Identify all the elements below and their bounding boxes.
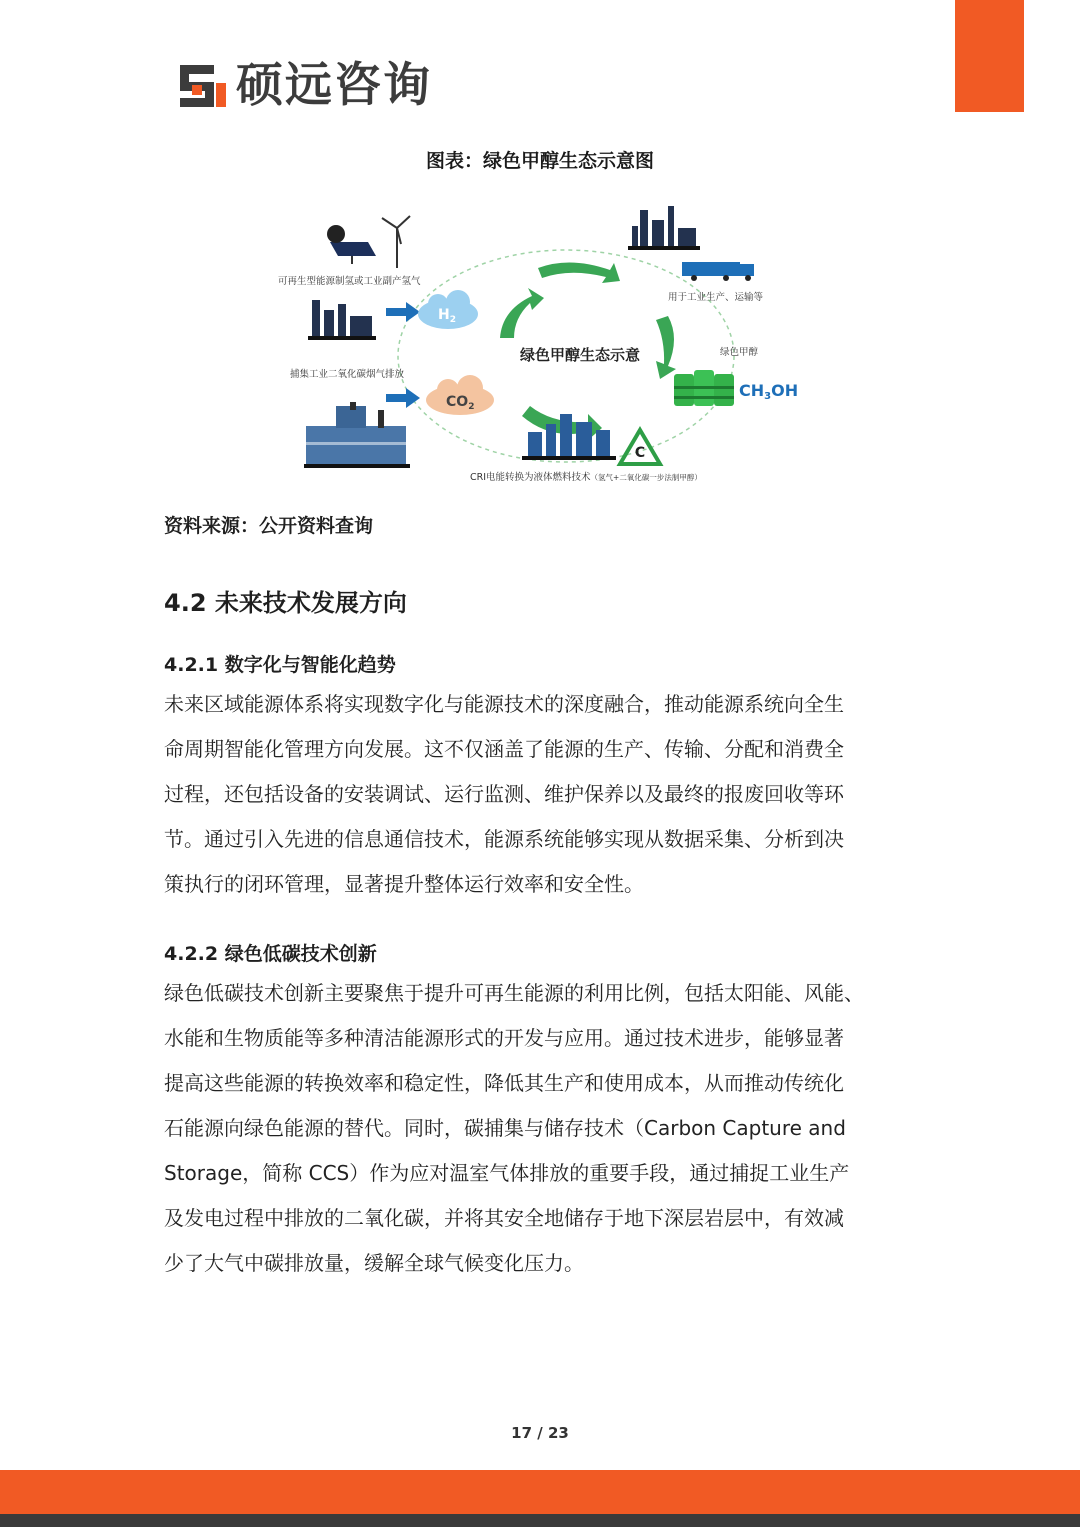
- paragraph-line: 未来区域能源体系将实现数字化与能源技术的深度融合，推动能源系统向全生: [164, 692, 844, 716]
- diagram-center-label: 绿色甲醇生态示意: [519, 346, 641, 364]
- cri-label: CRI电能转换为液体燃料技术（氢气+二氧化碳一步法制甲醇）: [470, 472, 702, 483]
- methanol-barrels-icon: [674, 370, 734, 406]
- co2-cloud-icon: [426, 375, 494, 415]
- green-methanol-diagram: [270, 198, 815, 493]
- paragraph-line: 命周期智能化管理方向发展。这不仅涵盖了能源的生产、传输、分配和消费全: [164, 737, 844, 761]
- hydrogen-plant-icon: [308, 300, 376, 340]
- arrow-right-icon: [386, 388, 420, 408]
- paragraph-line: 策执行的闭环管理，显著提升整体运行效率和安全性。: [164, 872, 644, 896]
- renewable-label: 可再生型能源制氢或工业副产氢气: [278, 276, 421, 287]
- figure-title: 图表：绿色甲醇生态示意图: [425, 150, 654, 172]
- arrow-right-icon: [386, 302, 420, 322]
- solar-wind-icon: [327, 216, 410, 268]
- capture-label: 捕集工业二氧化碳烟气排放: [290, 369, 405, 380]
- usage-label: 用于工业生产、运输等: [668, 292, 764, 303]
- refinery-icon: [628, 206, 700, 250]
- green-methanol-label: 绿色甲醇: [720, 347, 759, 358]
- logo-mark-icon: [178, 63, 228, 109]
- paragraph-green: [164, 971, 916, 1286]
- paragraph-line: 及发电过程中排放的二氧化碳，并将其安全地储存于地下深层岩层中，有效减: [164, 1206, 844, 1230]
- page-number: 17 / 23: [511, 1424, 569, 1442]
- industrial-emission-icon: [304, 402, 410, 468]
- paragraph-line: Storage，简称 CCS）作为应对温室气体排放的重要手段，通过捕捉工业生产: [164, 1161, 850, 1185]
- paragraph-line: 过程，还包括设备的安装调试、运行监测、维护保养以及最终的报废回收等环: [164, 782, 844, 806]
- header-accent-tab: [955, 0, 1024, 112]
- subsection-heading-digital: 4.2.1 数字化与智能化趋势: [164, 654, 396, 676]
- company-name: 硕远咨询: [236, 58, 432, 113]
- footer-bar: [0, 1470, 1080, 1514]
- company-logo: [178, 58, 432, 113]
- paragraph-line: 少了大气中碳排放量，缓解全球气候变化压力。: [164, 1251, 584, 1275]
- h2-label: $H_2$: [438, 307, 456, 325]
- subsection-heading-green: 4.2.2 绿色低碳技术创新: [164, 943, 377, 965]
- paragraph-line: 提高这些能源的转换效率和稳定性，降低其生产和使用成本，从而推动传统化: [164, 1071, 844, 1095]
- paragraph-line: 节。通过引入先进的信息通信技术，能源系统能够实现从数据采集、分析到决: [164, 827, 844, 851]
- co2-label: $CO_2$: [446, 394, 475, 412]
- ch3oh-label: CH3OH: [739, 381, 799, 402]
- footer-line: [0, 1514, 1080, 1527]
- paragraph-line: 水能和生物质能等多种清洁能源形式的开发与应用。通过技术进步，能够显著: [164, 1026, 844, 1050]
- paragraph-digital: [164, 682, 916, 907]
- svg-text:C: C: [634, 445, 646, 461]
- figure-source: 资料来源：公开资料查询: [164, 515, 374, 537]
- section-heading: 4.2 未来技术发展方向: [164, 589, 407, 617]
- paragraph-line: 绿色低碳技术创新主要聚焦于提升可再生能源的利用比例，包括太阳能、风能、: [164, 981, 864, 1005]
- paragraph-line: 石能源向绿色能源的替代。同时，碳捕集与储存技术（Carbon Capture and: [164, 1116, 846, 1140]
- truck-icon: [682, 262, 754, 281]
